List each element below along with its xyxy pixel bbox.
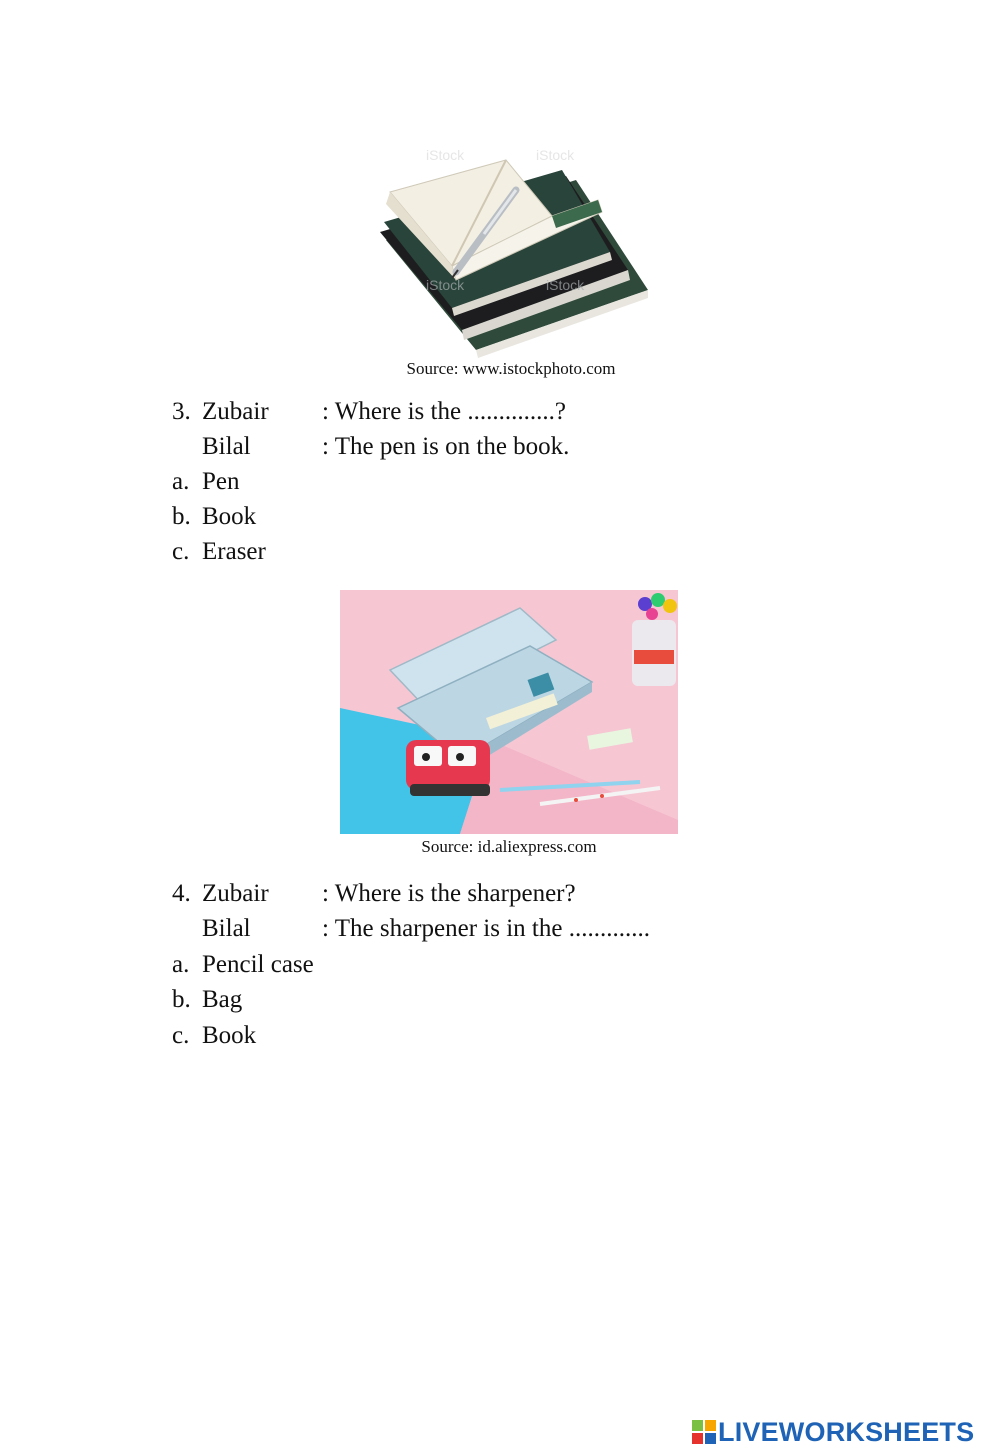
option-text[interactable]: Pencil case (202, 951, 314, 978)
image-caption: Source: www.istockphoto.com (406, 359, 616, 378)
option-letter: c. (172, 538, 190, 565)
svg-text:iStock: iStock (426, 277, 465, 293)
speaker-label: Zubair (202, 880, 269, 907)
option-text[interactable]: Book (202, 503, 257, 530)
option-letter: a. (172, 468, 190, 495)
liveworksheets-logo (692, 1417, 992, 1447)
option-text[interactable]: Eraser (202, 538, 266, 565)
option-text[interactable]: Book (202, 1022, 257, 1049)
option-text[interactable]: Pen (202, 468, 240, 495)
speaker-label: Bilal (202, 433, 251, 460)
question-3 (172, 394, 872, 574)
svg-text:iStock: iStock (546, 277, 585, 293)
logo-blocks-icon (692, 1420, 716, 1444)
books-with-pen-image (366, 140, 656, 358)
question-number: 4. (172, 880, 191, 907)
option-letter: a. (172, 951, 190, 978)
speaker-label: Bilal (202, 915, 251, 942)
question-4 (172, 876, 872, 1056)
option-text[interactable]: Bag (202, 986, 243, 1013)
svg-text:iStock: iStock (426, 147, 465, 163)
dialogue-line: : The pen is on the book. (322, 433, 570, 460)
option-letter: c. (172, 1022, 190, 1049)
pencil-case-image (340, 590, 678, 834)
svg-text:iStock: iStock (536, 147, 575, 163)
image-caption: Source: id.aliexpress.com (421, 837, 597, 856)
option-letter: b. (172, 503, 191, 530)
dialogue-line: : Where is the ..............? (322, 398, 566, 425)
dialogue-line: : Where is the sharpener? (322, 880, 576, 907)
speaker-label: Zubair (202, 398, 269, 425)
logo-text: LIVEWORKSHEETS (718, 1417, 975, 1447)
question-number: 3. (172, 398, 191, 425)
dialogue-line: : The sharpener is in the ............. (322, 915, 650, 942)
option-letter: b. (172, 986, 191, 1013)
